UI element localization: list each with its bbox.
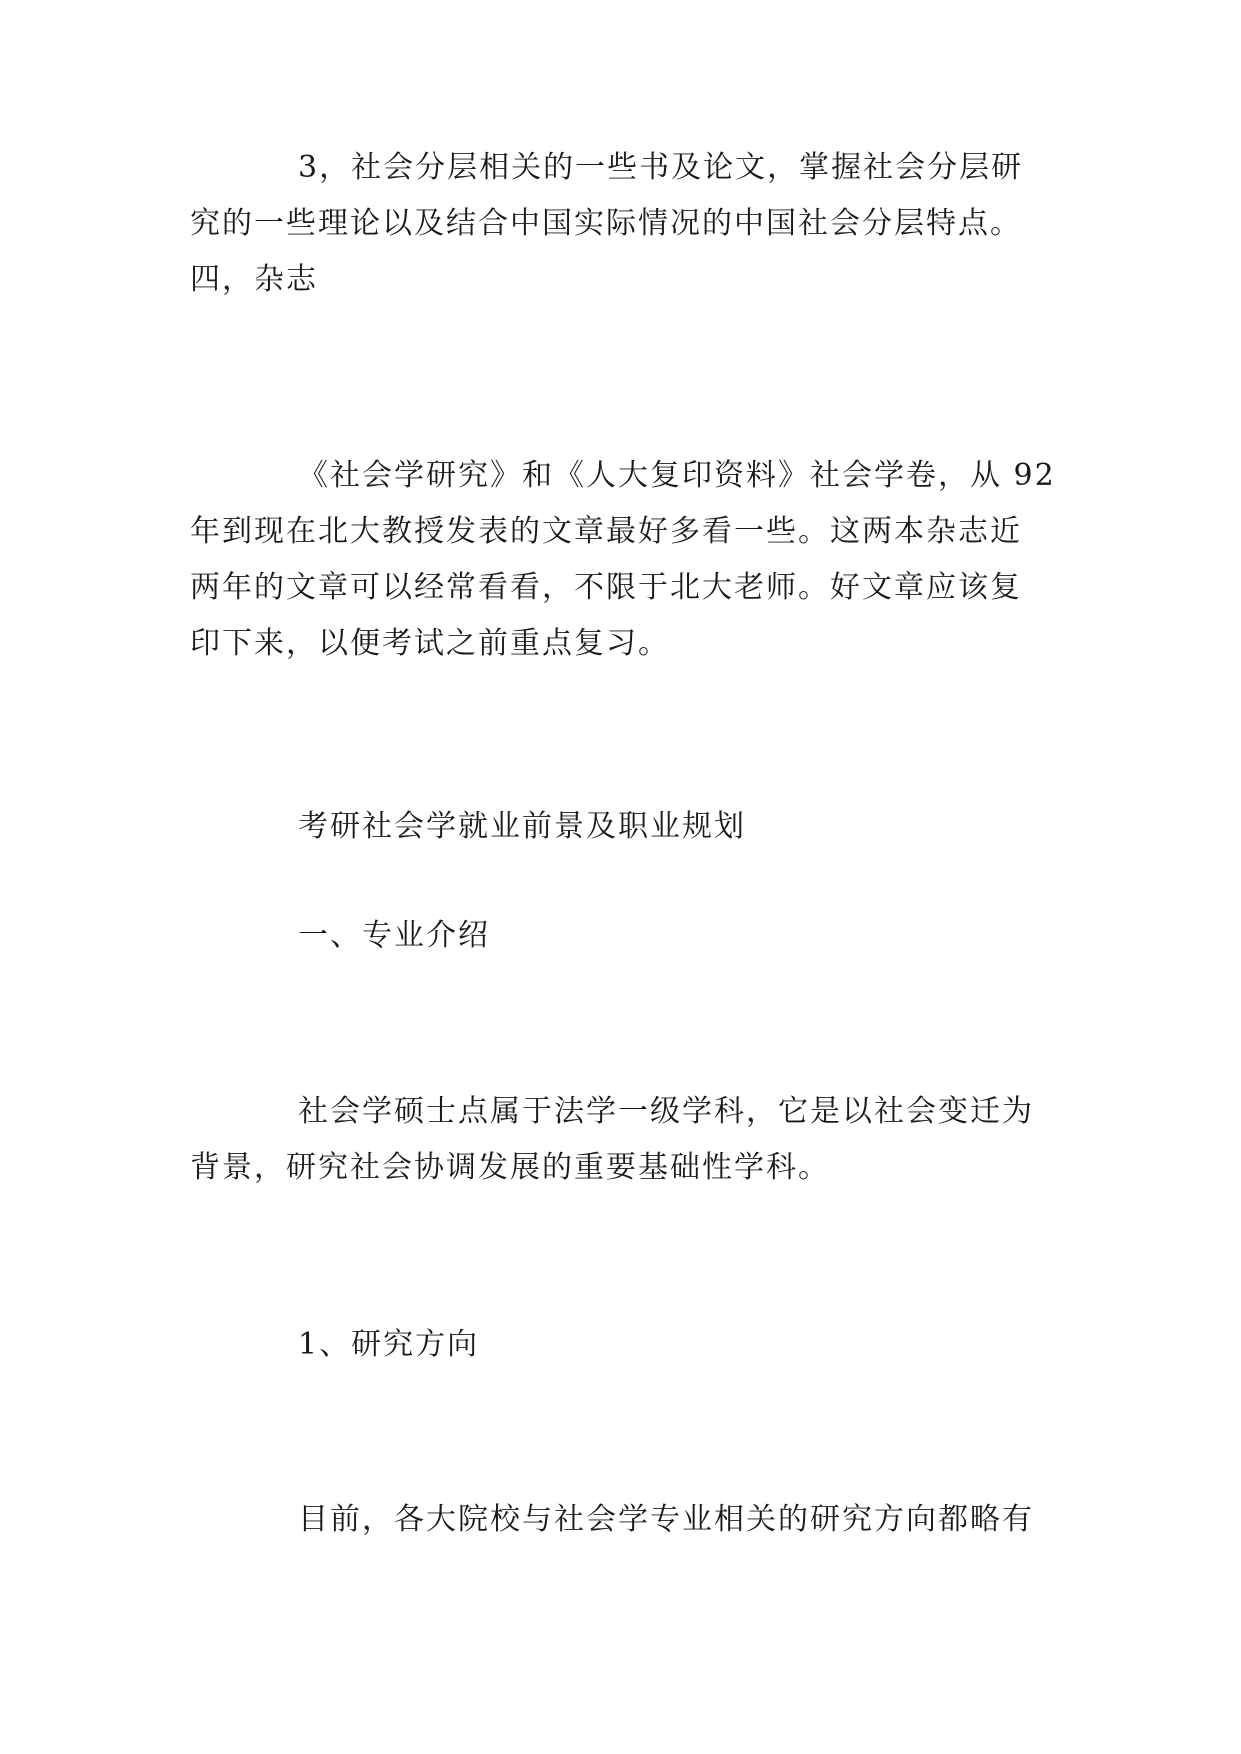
text-line: 《社会学研究》和《人大复印资料》社会学卷，从 92 [298,458,1056,493]
section-heading-journals: 四，杂志 [190,262,318,297]
text-line: 社会学硕士点属于法学一级学科，它是以社会变迁为 [298,1094,1034,1129]
paragraph-journals [190,448,1056,672]
heading-research [298,1317,479,1373]
heading-text: 考研社会学就业前景及职业规划 [298,809,746,844]
heading-career [298,799,746,855]
paragraph-item-3 [190,140,1023,308]
text-line: 目前，各大院校与社会学专业相关的研究方向都略有 [298,1502,1034,1537]
text-line: 背景，研究社会协调发展的重要基础性学科。 [190,1150,830,1185]
heading-text: 一、专业介绍 [298,918,490,953]
text-line: 两年的文章可以经常看看，不限于北大老师。好文章应该复 [190,570,1022,605]
heading-text: 1、研究方向 [298,1327,480,1362]
text-line: 年到现在北大教授发表的文章最好多看一些。这两本杂志近 [190,514,1022,549]
heading-intro [298,908,490,964]
paragraph-intro [190,1084,1034,1196]
text-line: 印下来，以便考试之前重点复习。 [190,626,670,661]
text-line: 3，社会分层相关的一些书及论文，掌握社会分层研 [298,150,1024,185]
text-line: 究的一些理论以及结合中国实际情况的中国社会分层特点。 [190,206,1022,241]
paragraph-research [298,1492,1034,1548]
